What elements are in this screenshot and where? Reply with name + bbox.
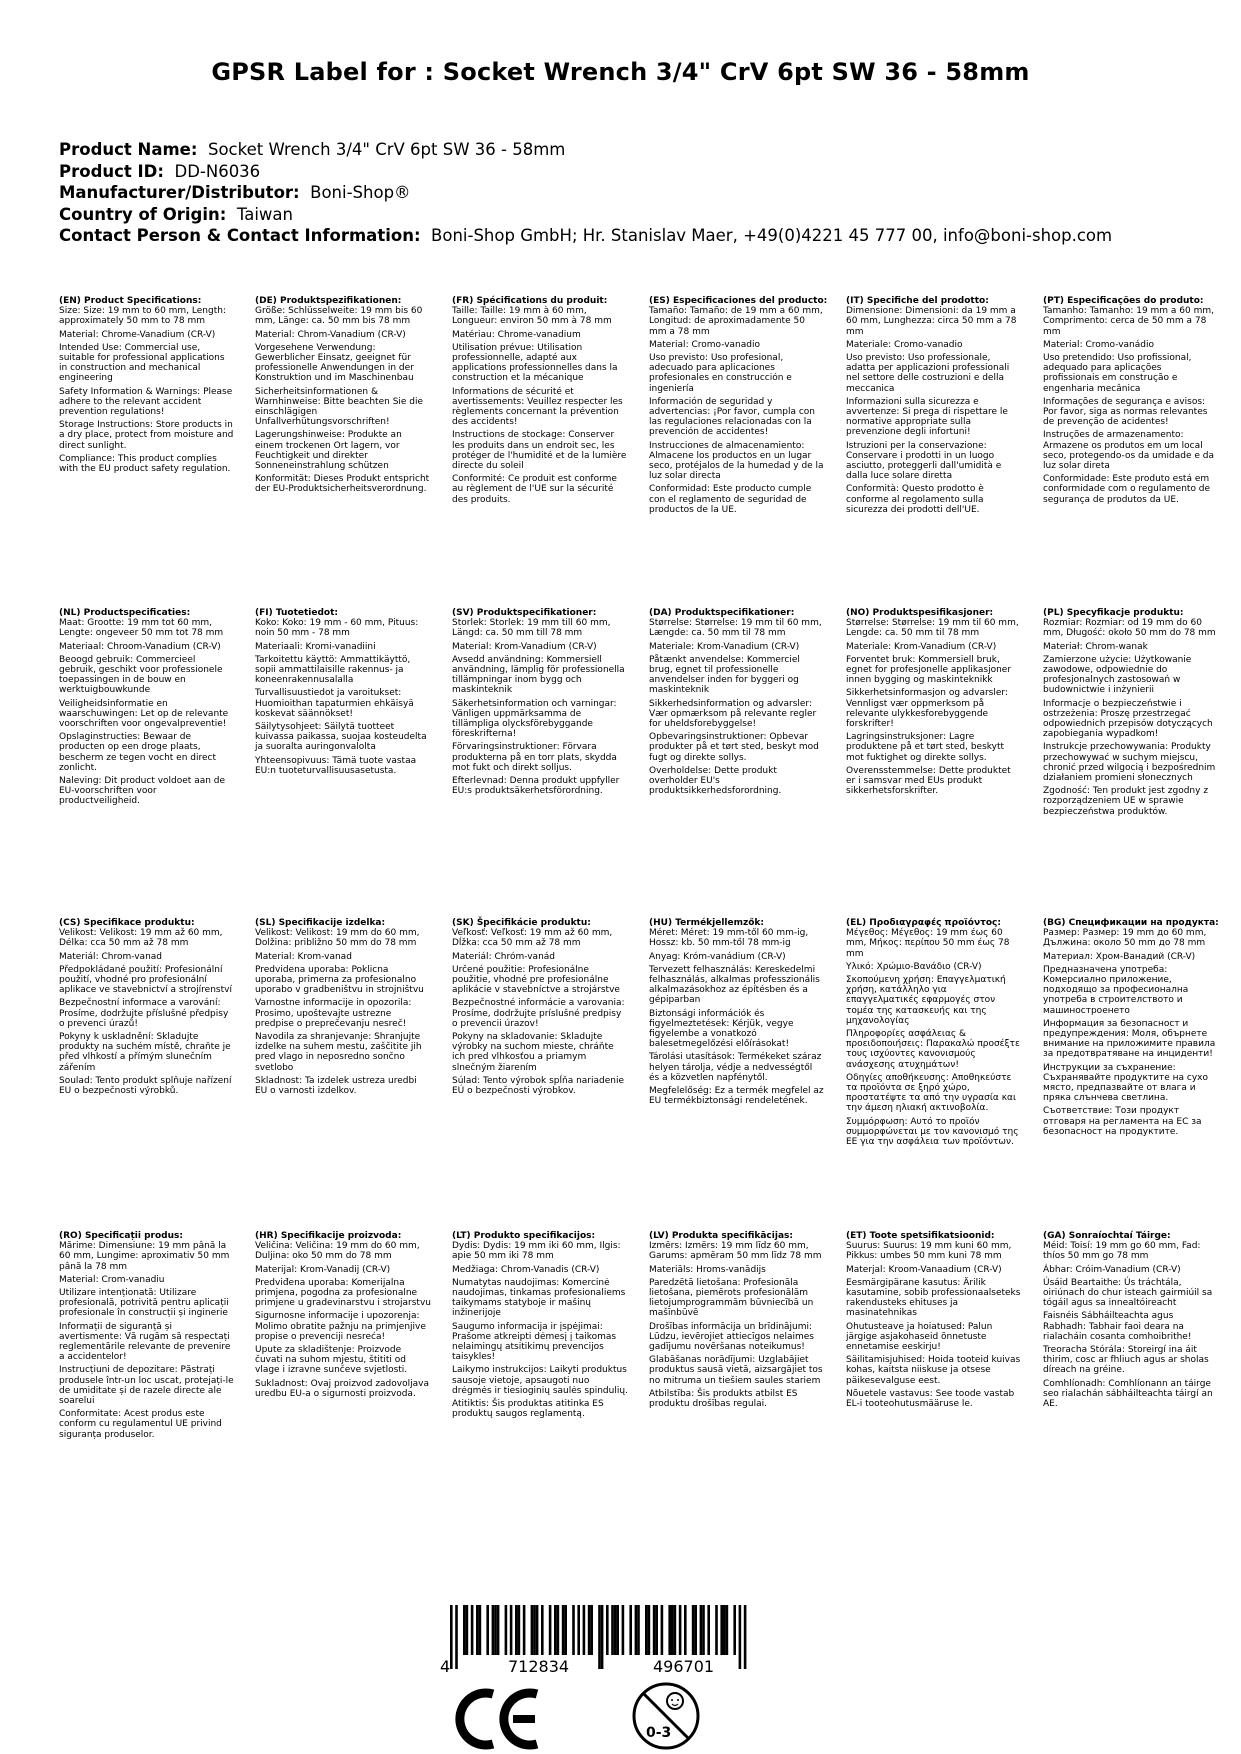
spec-card-paragraph: Material: Cromo-vanadio — [649, 339, 760, 350]
spec-card-heading: (SL) Specifikacije izdelka: — [255, 918, 386, 928]
spec-card-paragraph: Materiál: Chrom-vanad — [59, 951, 162, 962]
spec-card-paragraph: Lagerungshinweise: Produkte an einem trockenen Ort lagern, vor Feuchtigkeit und direkter Sonneneinstrahlung schützen — [255, 430, 402, 472]
spec-card-paragraph: Atbilstība: Šis produkts atbilst ES produktu drošības regulai. — [649, 1388, 798, 1410]
spec-card-paragraph: Drošības informācija un brīdinājumi: Lūdzu, ievērojiet attiecīgos nelaimes gadījumu novēršanas noteikumus! — [649, 1321, 814, 1353]
barcode-bar — [739, 1605, 742, 1669]
spec-card-paragraph: Zamierzone użycie: Użytkowanie zawodowe, odpowiednie do profesjonalnych zastosowań w budownictwie i inżynierii — [1043, 654, 1192, 696]
spec-card-paragraph: Velikost: Velikost: 19 mm do 60 mm, Dolžina: približno 50 mm do 78 mm — [255, 928, 420, 949]
spec-card-paragraph: Conformità: Questo prodotto è conforme al regolamento sulla sicurezza dei prodotti dell'UE. — [846, 484, 984, 515]
spec-card-paragraph: Koko: Koko: 19 mm - 60 mm, Pituus: noin 50 mm - 78 mm — [255, 618, 419, 639]
info-row-country — [59, 204, 1112, 226]
spec-card-paragraph: Overholdelse: Dette produkt overholder EU's produktsikkerhedsforordning. — [649, 765, 782, 797]
spec-card-paragraph: Съответствие: Този продукт отговаря на регламента на ЕС за безопасност на продуктите. — [1043, 1106, 1202, 1137]
barcode-bar — [720, 1605, 723, 1655]
spec-card-paragraph: Tarkoitettu käyttö: Ammattikäyttö, sopii ammattilaisille rakennus- ja koneenrakennusalalla — [255, 654, 411, 686]
spec-card-paragraph: Instructions de stockage: Conserver les produits dans un endroit sec, les protéger de l'humidité et de la lumière directe du soleil — [452, 430, 627, 472]
spec-card-paragraph: Materiale: Krom-Vanadium (CR-V) — [649, 641, 800, 652]
barcode-bar — [505, 1605, 508, 1655]
barcode-bar — [622, 1605, 625, 1655]
barcode-bar — [557, 1605, 560, 1655]
spec-card-paragraph: Suurus: Suurus: 19 mm kuni 60 mm, Pikkus: umbes 50 mm kuni 78 mm — [846, 1241, 1012, 1262]
barcode-bar — [463, 1605, 466, 1655]
spec-card — [649, 918, 825, 1109]
spec-card-paragraph: Size: Size: 19 mm to 60 mm, Length: approximately 50 mm to 78 mm — [59, 306, 226, 327]
spec-card-paragraph: Uso previsto: Uso professionale, adatta per applicazioni professionali nel settore delle costruzioni e della meccanica — [846, 353, 1010, 394]
barcode-bar — [515, 1605, 518, 1655]
info-label: Contact Person & Contact Information: — [59, 226, 421, 245]
spec-card-paragraph: Storage Instructions: Store products in a dry place, protect from moisture and direct sunlight. — [59, 420, 234, 451]
barcode-bar — [497, 1605, 500, 1655]
spec-card — [1043, 1231, 1219, 1412]
info-value: Taiwan — [236, 204, 293, 224]
spec-card-paragraph: Tárolási utasítások: Termékeket száraz helyen tárolja, védje a nedvességtől és a közvetlen napfénytől. — [649, 1052, 822, 1083]
info-value: Socket Wrench 3/4" CrV 6pt SW 36 - 58mm — [207, 140, 566, 159]
spec-card-paragraph: Sikkerhedsinformation og advarsler: Vær opmærksom på relevante regler for uheldsforebyggelse! — [649, 698, 817, 730]
spec-card-paragraph: Skladnost: Ta izdelek ustreza uredbi EU o varnosti izdelkov. — [255, 1075, 417, 1097]
spec-card-paragraph: Uso previsto: Uso profesional, adecuado para aplicaciones profesionales en construcción e ingeniería — [649, 353, 792, 394]
spec-card-paragraph: Comhlíonadh: Comhlíonann an táirge seo rialachán sábháilteachta táirgí an AE. — [1043, 1378, 1213, 1410]
spec-card-paragraph: Materiale: Cromo-vanadio — [846, 339, 963, 350]
spec-card — [846, 296, 1022, 518]
barcode-bar — [744, 1605, 747, 1669]
spec-card-paragraph: Intended Use: Commercial use, suitable for professional applications in construction and mechanical engineering — [59, 342, 225, 384]
spec-card-paragraph: Σκοπούμενη χρήση: Επαγγελματική χρήση, κατάλληλο για επαγγελματικές εφαρμογές στον τομέα της κατασκευής και της μηχανολογίας — [846, 975, 1006, 1026]
spec-card-paragraph: Säilitamisjuhised: Hoida tooteid kuivas kohas, kaitsta niiskuse ja otsese päikesevalguse eest. — [846, 1355, 1021, 1386]
barcode-bar — [635, 1605, 638, 1655]
spec-card-paragraph: Ábhar: Cróim-Vanadium (CR-V) — [1043, 1264, 1181, 1275]
spec-card-heading: (EL) Προδιαγραφές προϊόντος: — [846, 918, 1001, 928]
spec-card — [846, 608, 1022, 799]
spec-card — [255, 1231, 431, 1402]
spec-card-heading: (RO) Specificații produs: — [59, 1231, 183, 1241]
spec-card-paragraph: Maat: Grootte: 19 mm tot 60 mm, Lengte: ongeveer 50 mm tot 78 mm — [59, 618, 224, 639]
spec-card-heading: (NL) Productspecificaties: — [59, 608, 191, 618]
spec-card — [59, 1231, 235, 1443]
spec-card-paragraph: Méret: Méret: 19 mm-től 60 mm-ig, Hossz: kb. 50 mm-től 78 mm-ig — [649, 928, 809, 949]
spec-card-paragraph: Material: Cromo-vanádio — [1043, 339, 1154, 350]
spec-card — [846, 1231, 1022, 1412]
barcode-digits-middle: 712834 — [508, 1657, 570, 1676]
spec-card-paragraph: Paredzētā lietošana: Profesionāla lietošana, piemērots profesionālām lietojumprogrammām būvniecībā un mašīnbūvē — [649, 1277, 814, 1319]
info-label: Country of Origin: — [59, 204, 227, 224]
spec-card-heading: (LT) Produkto specifikacijos: — [452, 1231, 596, 1241]
spec-card-paragraph: Nõuetele vastavus: See toode vastab EL-i tooteohutusmääruse le. — [846, 1388, 1015, 1410]
spec-card — [649, 1231, 825, 1412]
barcode-bar — [518, 1605, 521, 1655]
spec-card-paragraph: Предназначена употреба: Комерсиално приложение, подходящо за професионална употреба в строителството и машиностроенето — [1043, 964, 1189, 1016]
spec-card-paragraph: Sicherheitsinformationen & Warnhinweise: Bitte beachten Sie die einschlägigen Unfallverhütungsvorschriften! — [255, 386, 424, 428]
spec-card — [846, 918, 1022, 1150]
spec-card-paragraph: Anyag: Króm-vanádium (CR-V) — [649, 951, 786, 962]
spec-card-paragraph: Saugumo informacija ir įspėjimai: Prašome atkreipti dėmesį į taikomas nelaimingų atsitikimų prevencijos taisykles! — [452, 1321, 617, 1363]
spec-card — [452, 1231, 628, 1422]
spec-card-heading: (FI) Tuotetiedot: — [255, 608, 339, 618]
spec-card — [255, 918, 431, 1099]
spec-card-paragraph: Instruções de armazenamento: Armazene os produtos em um local seco, protegendo-os da umidade e da luz solar direta — [1043, 430, 1215, 472]
spec-card-paragraph: Materiál: Chróm-vanád — [452, 951, 555, 962]
barcode-bar — [700, 1605, 703, 1655]
barcode-bar — [692, 1605, 695, 1655]
spec-card-paragraph: Instrukcje przechowywania: Produkty przechowywać w suchym miejscu, chronić przed wilgocią i bezpośrednim działaniem promieni słonecznych — [1043, 742, 1216, 784]
spec-card-paragraph: Informacje o bezpieczeństwie i ostrzeżenia: Proszę przestrzegać odpowiednich przepisów dotyczących zapobiegania wypadkom! — [1043, 698, 1213, 740]
spec-card-paragraph: Размер: Размер: 19 mm до 60 mm, Дължина: около 50 mm до 78 mm — [1043, 928, 1207, 949]
spec-card-paragraph: Materiāls: Hroms-vanādijs — [649, 1264, 766, 1275]
spec-card-heading: (ET) Toote spetsifikatsioonid: — [846, 1231, 995, 1241]
barcode-bar — [479, 1605, 482, 1655]
spec-card-paragraph: Conformitate: Acest produs este conform cu regulamentul UE privind siguranța produselor. — [59, 1409, 222, 1440]
spec-card-heading: (SK) Špecifikácie produktu: — [452, 918, 591, 928]
spec-card-paragraph: Numatytas naudojimas: Komercinė naudojimas, tinkamas profesionaliems taikymams statyboje ir mašinų inžinerijoje — [452, 1277, 626, 1319]
spec-card-paragraph: Veľkosť: Veľkosť: 19 mm až 60 mm, Dĺžka: cca 50 mm až 78 mm — [452, 928, 613, 949]
spec-card-paragraph: Beoogd gebruik: Commercieel gebruik, geschikt voor professionele toepassingen in de bouw en werktuigbouwkunde — [59, 654, 223, 696]
spec-card-paragraph: Opslaginstructies: Bewaar de producten op een droge plaats, bescherm ze tegen vocht en direct zonlicht. — [59, 732, 217, 773]
spec-card — [255, 296, 431, 498]
barcode-digits-left: 4 — [440, 1657, 451, 1676]
info-label: Manufacturer/Distributor: — [59, 183, 300, 202]
spec-card-paragraph: Informații de siguranță și avertismente: Vă rugăm să respectați reglementările relevante de prevenire a accidentelor! — [59, 1321, 231, 1363]
spec-card-paragraph: Biztonsági információk és figyelmeztetések: Kérjük, vegye figyelembe a vonatkozó balesetmegelőzési előírásokat! — [649, 1008, 794, 1050]
spec-card-paragraph: Größe: Schlüsselweite: 19 mm bis 60 mm, Länge: ca. 50 mm bis 78 mm — [255, 306, 423, 327]
spec-card-paragraph: Varnostne informacije in opozorila: Prosimo, upoštevajte ustrezne predpise o preprečevanju nesreč! — [255, 998, 412, 1029]
barcode-bar — [450, 1605, 453, 1669]
spec-card — [59, 296, 235, 477]
info-row-product-name — [59, 139, 1112, 161]
spec-card-paragraph: Informations de sécurité et avertissements: Veuillez respecter les règlements concernant la prévention des accidents! — [452, 386, 623, 428]
spec-card-paragraph: Compliance: This product complies with the EU product safety regulation. — [59, 453, 231, 475]
barcode-bar — [533, 1605, 536, 1655]
barcode-bar — [707, 1605, 710, 1655]
info-value: DD-N6036 — [174, 161, 261, 181]
barcode-bar — [671, 1605, 674, 1655]
spec-card-paragraph: Veiligheidsinformatie en waarschuwingen: Let op de relevante voorschriften voor ongevalpreventie! — [59, 698, 229, 730]
spec-card — [1043, 918, 1219, 1140]
spec-card — [452, 296, 628, 508]
ce-mark-icon — [455, 1688, 543, 1750]
barcode-digits-right: 496701 — [653, 1657, 715, 1676]
spec-card-paragraph: Säkerhetsinformation och varningar: Vänligen uppmärksamma de tillämpliga olycksförebyggande föreskrifterna! — [452, 698, 617, 740]
barcode-bar — [661, 1605, 664, 1655]
spec-card-paragraph: Материал: Хром-Ванадий (CR-V) — [1043, 951, 1196, 962]
info-row-product-id — [59, 161, 1112, 183]
barcode-bar — [523, 1605, 526, 1655]
spec-card — [1043, 296, 1219, 508]
spec-card-paragraph: Materjal: Kroom-Vanaadium (CR-V) — [846, 1264, 1002, 1275]
barcode-bar — [606, 1605, 609, 1655]
barcode-bar — [476, 1605, 479, 1655]
barcode-bar — [601, 1605, 604, 1669]
barcode-bar — [466, 1605, 469, 1655]
page-title: GPSR Label for : Socket Wrench 3/4" CrV 6pt SW 36 - 58mm — [211, 58, 1030, 86]
spec-card-paragraph: Pokyny k uskladnění: Skladujte produkty na suchém místě, chraňte je před vlhkostí a přímým slunečním zářením — [59, 1032, 231, 1073]
spec-card-heading: (SV) Produktspecifikationer: — [452, 608, 597, 618]
spec-card-paragraph: Forventet bruk: Kommersiell bruk, egnet for profesjonelle applikasjoner innen bygging og maskinteknikk — [846, 654, 1012, 686]
spec-card-paragraph: Størrelse: Størrelse: 19 mm til 60 mm, Lengde: ca. 50 mm til 78 mm — [846, 618, 1019, 639]
spec-card-heading: (PL) Specyfikacje produktu: — [1043, 608, 1184, 618]
spec-card-paragraph: Materiaal: Chroom-Vanadium (CR-V) — [59, 641, 221, 652]
spec-card-paragraph: Taille: Taille: 19 mm à 60 mm, Longueur: environ 50 mm à 78 mm — [452, 306, 612, 327]
spec-card-heading: (HR) Specifikacije proizvoda: — [255, 1231, 402, 1241]
barcode-bar — [455, 1605, 458, 1669]
spec-card-paragraph: Sukladnost: Ovaj proizvod zadovoljava uredbu EU-a o sigurnosti proizvoda. — [255, 1378, 429, 1399]
spec-card-paragraph: Información de seguridad y advertencias: ¡Por favor, cumpla con las regulaciones relacionadas con la prevención de accidentes! — [649, 396, 815, 438]
spec-card — [452, 608, 628, 799]
spec-card-heading: (FR) Spécifications du produit: — [452, 296, 608, 306]
spec-card-paragraph: Tamaño: Tamaño: de 19 mm a 60 mm, Longitud: de aproximadamente 50 mm a 78 mm — [649, 306, 823, 337]
spec-card-paragraph: Veličina: Veličina: 19 mm do 60 mm, Duljina: oko 50 mm do 78 mm — [255, 1241, 420, 1262]
spec-card-paragraph: Informazioni sulla sicurezza e avvertenze: Si prega di rispettare le normative appropriate sulla prevenzione degli infortuni! — [846, 396, 1008, 438]
spec-card-paragraph: Vorgesehene Verwendung: Gewerblicher Einsatz, geeignet für professionelle Anwendungen in der Konstruktion und im Maschinenbau — [255, 342, 414, 384]
age-warning-0-3-icon — [631, 1681, 701, 1751]
spec-card-paragraph: Úsáid Beartaithe: Ús tráchtála, oiriúnach do chur isteach gairmiúil sa tógáil agus sa innealtóireacht — [1043, 1277, 1213, 1309]
barcode-bar — [629, 1605, 632, 1655]
spec-card-paragraph: Material: Crom-vanadiu — [59, 1274, 165, 1285]
spec-card-paragraph: Materijal: Krom-Vanadij (CR-V) — [255, 1264, 391, 1275]
spec-card-heading: (LV) Produkta specifikācijas: — [649, 1231, 793, 1241]
barcode-bar — [715, 1605, 718, 1655]
spec-card-heading: (NO) Produktspesifikasjoner: — [846, 608, 994, 618]
spec-card-paragraph: Tervezett felhasználás: Kereskedelmi felhasználás, alkalmas professzionális alkalmazásokhoz az építésben és a gépiparban — [649, 964, 820, 1006]
barcode-bar — [510, 1605, 513, 1655]
barcode-bar — [648, 1605, 651, 1655]
spec-card-paragraph: Predviđena uporaba: Komerijalna primjena, pogodna za profesionalne primjene u gradevinarstvu i strojarstvu — [255, 1277, 431, 1309]
spec-card — [452, 918, 628, 1099]
spec-card-paragraph: Zgodność: Ten produkt jest zgodny z rozporządzeniem UE w sprawie bezpieczeństwa produktów. — [1043, 786, 1209, 817]
spec-card-paragraph: Størrelse: Størrelse: 19 mm til 60 mm, Længde: ca. 50 mm til 78 mm — [649, 618, 822, 639]
barcode-bar — [702, 1605, 705, 1655]
spec-card-paragraph: Conformité: Ce produit est conforme au règlement de l'UE sur la sécurité des produits. — [452, 474, 617, 505]
spec-card-paragraph: Matériau: Chrome-vanadium — [452, 329, 581, 340]
spec-card-heading: (EN) Product Specifications: — [59, 296, 202, 306]
spec-card-paragraph: Naleving: Dit product voldoet aan de EU-voorschriften voor productveiligheid. — [59, 776, 226, 807]
spec-card-heading: (DE) Produktspezifikationen: — [255, 296, 402, 306]
spec-card-paragraph: Συμμόρφωση: Αυτό το προϊόν συμμορφώνεται με τον κανονισμό της ΕΕ για την ασφάλεια των προϊόντων. — [846, 1116, 1019, 1148]
spec-card-paragraph: Navodila za shranjevanje: Shranjujte izdelke na suhem mestu, zaščitite jih pred vlago in neposredno sončno svetlobo — [255, 1032, 422, 1073]
spec-card — [59, 918, 235, 1099]
barcode-bar — [723, 1605, 726, 1655]
barcode-bar — [471, 1605, 474, 1655]
spec-card-paragraph: Material: Krom-Vanadium (CR-V) — [452, 641, 597, 652]
spec-card-paragraph: Istruzioni per la conservazione: Conservare i prodotti in un luogo asciutto, proteggerli dall'umidità e dalla luce solare diretta — [846, 440, 1002, 482]
barcode-bar — [554, 1605, 557, 1655]
spec-card-paragraph: Bezpečnostní informace a varování: Prosíme, dodržujte příslušné předpisy o prevenci úrazů! — [59, 998, 229, 1029]
spec-card-paragraph: Pokyny na skladovanie: Skladujte výrobky na suchom mieste, chráňte ich pred vlhkosťou a priamym slnečným žiarením — [452, 1032, 614, 1073]
spec-card-paragraph: Instrucțiuni de depozitare: Păstrați produsele într-un loc uscat, protejați-le de umiditate și de razele directe ale soarelui — [59, 1365, 234, 1407]
spec-card-heading: (HU) Termékjellemzők: — [649, 918, 765, 928]
spec-card-paragraph: Súlad: Tento výrobok spĺňa nariadenie EÚ o bezpečnosti výrobkov. — [452, 1075, 625, 1097]
spec-card-paragraph: Инструкции за съхранение: Съхранявайте продуктите на сухо място, предпазвайте от влага и пряка слънчева светлина. — [1043, 1062, 1208, 1104]
barcode-bar — [726, 1605, 729, 1655]
spec-card-heading: (IT) Specifiche del prodotto: — [846, 296, 989, 306]
spec-card-paragraph: Atitiktis: Šis produktas atitinka ES produktų saugos reglamentą. — [452, 1399, 604, 1420]
spec-card-heading: (CS) Specifikace produktu: — [59, 918, 195, 928]
spec-card-paragraph: Utilizare intenționată: Utilizare profesională, potrivită pentru aplicații profesionale în construcții și inginerie — [59, 1288, 229, 1319]
info-label: Product ID: — [59, 161, 164, 181]
info-value: Boni-Shop GmbH; Hr. Stanislav Maer, +49(0)4221 45 777 00, info@boni-shop.com — [431, 226, 1113, 245]
spec-card-paragraph: Overensstemmelse: Dette produktet er i samsvar med EUs produkt sikkerhetsforskrifter. — [846, 765, 1011, 797]
info-value: Boni-Shop® — [310, 183, 411, 202]
spec-card-paragraph: Dimensione: Dimensioni: da 19 mm a 60 mm, Lunghezza: circa 50 mm a 78 mm — [846, 306, 1017, 337]
spec-card-paragraph: Uso pretendido: Uso profissional, adequado para aplicações profissionais em construção e engenharia mecânica — [1043, 353, 1192, 394]
barcode-bar — [733, 1605, 736, 1655]
spec-card-paragraph: Megfelelőség: Ez a termék megfelel az EU termékbiztonsági rendeletének. — [649, 1086, 824, 1107]
spec-card-paragraph: Utilisation prévue: Utilisation professionnelle, adapté aux applications professionnelles dans la construction et la mécanique — [452, 342, 618, 384]
spec-card-paragraph: Dydis: Dydis: 19 mm iki 60 mm, Ilgis: apie 50 mm iki 78 mm — [452, 1241, 621, 1262]
spec-card-paragraph: Turvallisuustiedot ja varoitukset: Huomioithan tapaturmien ehkäisyä koskevat säännökset! — [255, 688, 414, 719]
spec-card-paragraph: Material: Chrome-Vanadium (CR-V) — [59, 329, 216, 340]
spec-card-paragraph: Soulad: Tento produkt splňuje nařízení EU o bezpečnosti výrobků. — [59, 1075, 232, 1097]
spec-card-paragraph: Efterlevnad: Denna produkt uppfyller EU:s produktsäkerhetsförordning. — [452, 776, 620, 797]
product-info — [59, 139, 1112, 247]
spec-card-paragraph: Avsedd användning: Kommersiell användning, lämplig för professionella tillämpningar inom bygg och maskinteknik — [452, 654, 625, 696]
barcode-bar — [577, 1605, 580, 1655]
spec-card-paragraph: Určené použitie: Profesionálne použitie, vhodné pre profesionálne aplikácie v stavebníctve a strojárstve — [452, 964, 620, 996]
barcode-bar — [684, 1605, 687, 1655]
spec-card-paragraph: Informações de segurança e avisos: Por favor, siga as normas relevantes de prevenção de acidentes! — [1043, 396, 1208, 428]
spec-card-paragraph: Förvaringsinstruktioner: Förvara produkterna på en torr plats, skydda mot fukt och direkt solljus. — [452, 742, 617, 773]
age-label: 0-3 — [646, 1725, 672, 1741]
barcode-bar — [679, 1605, 682, 1655]
spec-card-paragraph: Tamanho: Tamanho: 19 mm a 60 mm, Comprimento: cerca de 50 mm a 78 mm — [1043, 306, 1215, 337]
barcode-bar — [655, 1605, 658, 1655]
spec-card-paragraph: Medžiaga: Chrom-Vanadis (CR-V) — [452, 1264, 600, 1275]
spec-card-paragraph: Säilytysohjeet: Säilytä tuotteet kuivassa paikassa, suojaa kosteudelta ja suoralta auringonvalolta — [255, 722, 427, 753]
spec-card-paragraph: Glabāšanas norādījumi: Uzglabājiet produktus sausā vietā, aizsargājiet tos no mitruma un tiešiem saules stariem — [649, 1355, 823, 1386]
spec-card-paragraph: Storlek: Storlek: 19 mm till 60 mm, Längd: ca. 50 mm till 78 mm — [452, 618, 611, 639]
info-row-manufacturer — [59, 182, 1112, 204]
spec-card-paragraph: Material: Chrom-Vanadium (CR-V) — [255, 329, 406, 340]
barcode-bar — [549, 1605, 552, 1655]
spec-card-heading: (DA) Produktspecifikationer: — [649, 608, 795, 618]
spec-card-paragraph: Materiale: Krom-Vanadium (CR-V) — [846, 641, 997, 652]
spec-card-paragraph: Laikymo instrukcijos: Laikyti produktus sausoje vietoje, apsaugoti nuo drėgmės ir tiesioginių saulės spindulių. — [452, 1365, 628, 1396]
spec-card-paragraph: Mărime: Dimensiune: 19 mm până la 60 mm, Lungime: aproximativ 50 mm până la 78 mm — [59, 1241, 230, 1272]
info-label: Product Name: — [59, 140, 198, 159]
barcode-bar — [694, 1605, 697, 1655]
barcode-bar — [611, 1605, 614, 1655]
spec-card-paragraph: Πληροφορίες ασφάλειας & προειδοποιήσεις: Παρακαλώ προσέξτε τους ισχύοντες κανονισμούς ανάσχεσης ατυχημάτων! — [846, 1029, 1020, 1070]
barcode-bar — [616, 1605, 619, 1655]
spec-card-paragraph: Faisnéis Sábháilteachta agus Rabhadh: Tabhair faoi deara na rialacháin cosanta comhoibrithe! — [1043, 1311, 1192, 1342]
spec-card-heading: (PT) Especificações do produto: — [1043, 296, 1204, 306]
barcode-bar — [590, 1605, 593, 1655]
barcode-bar — [536, 1605, 539, 1655]
barcode-bar — [494, 1605, 497, 1655]
spec-card — [255, 608, 431, 779]
spec-card-paragraph: Ohutusteave ja hoiatused: Palun järgige asjakohaseid õnnetuste ennetamise eeskirju! — [846, 1321, 993, 1353]
spec-card-paragraph: Μέγεθος: Μέγεθος: 19 mm έως 60 mm, Μήκος: περίπου 50 mm έως 78 mm — [846, 928, 1010, 959]
spec-card-paragraph: Treoracha Stórála: Storeirgí ina áit thirim, cosc ar fhliuch agus ar sholas díreach na gréine. — [1043, 1345, 1209, 1376]
spec-card-paragraph: Rozmiar: Rozmiar: od 19 mm do 60 mm, Długość: około 50 mm do 78 mm — [1043, 618, 1216, 639]
barcode-bar — [637, 1605, 640, 1655]
spec-card-paragraph: Konformität: Dieses Produkt entspricht der EU-Produktsicherheitsverordnung. — [255, 474, 430, 495]
spec-card — [649, 296, 828, 518]
spec-card-heading: (ES) Especificaciones del producto: — [649, 296, 828, 306]
spec-card — [1043, 608, 1219, 820]
barcode-bar — [541, 1605, 544, 1655]
spec-card-paragraph: Conformidade: Este produto está em conformidade com o regulamento de segurança de produtos da UE. — [1043, 474, 1211, 505]
spec-card — [59, 608, 235, 810]
spec-card-paragraph: Velikost: Velikost: 19 mm až 60 mm, Délka: cca 50 mm až 78 mm — [59, 928, 223, 949]
barcode-bar — [588, 1605, 591, 1655]
spec-card-paragraph: Materiał: Chrom-wanak — [1043, 641, 1148, 652]
barcode-bar — [653, 1605, 656, 1655]
barcode-bar — [614, 1605, 617, 1655]
spec-card-paragraph: Οδηγίες αποθήκευσης: Αποθηκεύστε τα προϊόντα σε ξηρό χώρο, προστατέψτε τα από την υγρασία και την άμεση ηλιακή ακτινοβολία. — [846, 1072, 1017, 1114]
barcode-bar — [674, 1605, 677, 1655]
spec-card-paragraph: Eesmärgipärane kasutus: Ärilik kasutamine, sobib professionaalseteks rakendusteks ehituses ja masinatehnikas — [846, 1277, 1021, 1319]
barcode-bar — [492, 1605, 495, 1655]
barcode-bar — [564, 1605, 567, 1655]
spec-card-paragraph: Opbevaringsinstruktioner: Opbevar produkter på et tørt sted, beskyt mod fugt og direkte sollys. — [649, 732, 819, 763]
barcode-bar — [598, 1605, 601, 1669]
spec-card-paragraph: Safety Information & Warnings: Please adhere to the relevant accident prevention regulations! — [59, 386, 233, 418]
spec-card-paragraph: Υλικό: Χρώμιο-Βανάδιο (CR-V) — [846, 961, 982, 972]
spec-card-heading: (GA) Sonraíochtaí Táirge: — [1043, 1231, 1171, 1241]
spec-card-paragraph: Påtænkt anvendelse: Kommerciel brug, egnet til professionelle anvendelser inden for byggeri og maskinteknik — [649, 654, 800, 696]
spec-card-paragraph: Информация за безопасност и предупреждения: Моля, обърнете внимание на приложимите правила за предотвратяване на инциденти! — [1043, 1018, 1216, 1060]
spec-card-paragraph: Lagringsinstruksjoner: Lagre produktene på et tørt sted, beskytt mot fuktighet og direkte sollys. — [846, 732, 1005, 763]
barcode-bar — [562, 1605, 565, 1655]
spec-card-paragraph: Conformidad: Este producto cumple con el reglamento de seguridad de productos de la UE. — [649, 484, 812, 515]
spec-card-paragraph: Bezpečnostné informácie a varovania: Prosíme, dodržujte príslušné predpisy o prevencii úrazov! — [452, 998, 625, 1029]
spec-card-paragraph: Upute za skladištenje: Proizvode čuvati na suhom mjestu, štititi od vlage i izravne sunčeve svjetlosti. — [255, 1345, 408, 1376]
spec-card-paragraph: Izmērs: Izmērs: 19 mm līdz 60 mm, Garums: apmēram 50 mm līdz 78 mm — [649, 1241, 822, 1262]
spec-card-paragraph: Yhteensopivuus: Tämä tuote vastaa EU:n tuoteturvallisuusasetusta. — [255, 755, 417, 776]
spec-card-paragraph: Predvidena uporaba: Poklicna uporaba, primerna za profesionalno uporabo v gradbeništvu in strojništvu — [255, 964, 424, 996]
info-row-contact — [59, 225, 1112, 247]
spec-card-paragraph: Sikkerhetsinformasjon og advarsler: Vennligst vær oppmerksom på relevante ulykkesforebyggende forskrifter! — [846, 688, 1008, 730]
spec-card-paragraph: Materiaali: Kromi-vanadiini — [255, 641, 376, 652]
barcode-bar — [645, 1605, 648, 1655]
barcode-bar — [486, 1605, 489, 1655]
spec-card — [649, 608, 825, 799]
barcode-bar — [572, 1605, 575, 1655]
barcode-bar — [531, 1605, 534, 1655]
spec-card-paragraph: Material: Krom-vanad — [255, 951, 352, 962]
barcode-bar — [583, 1605, 586, 1655]
barcode-bar — [668, 1605, 671, 1655]
spec-card-paragraph: Instrucciones de almacenamiento: Almacene los productos en un lugar seco, protéjalos de la humedad y de la luz solar directa — [649, 440, 824, 482]
spec-card-heading: (BG) Спецификации на продукта: — [1043, 918, 1219, 928]
spec-card-paragraph: Sigurnosne informacije i upozorenja: Molimo obratite pažnju na primjenjive propise o prevenciji nesreća! — [255, 1311, 426, 1342]
spec-card-paragraph: Méid: Toisí: 19 mm go 60 mm, Fad: thíos 50 mm go 78 mm — [1043, 1241, 1201, 1262]
spec-card-paragraph: Předpokládané použití: Profesionální použití, vhodné pro profesionální aplikace ve stavebnictví a strojírenství — [59, 964, 232, 996]
